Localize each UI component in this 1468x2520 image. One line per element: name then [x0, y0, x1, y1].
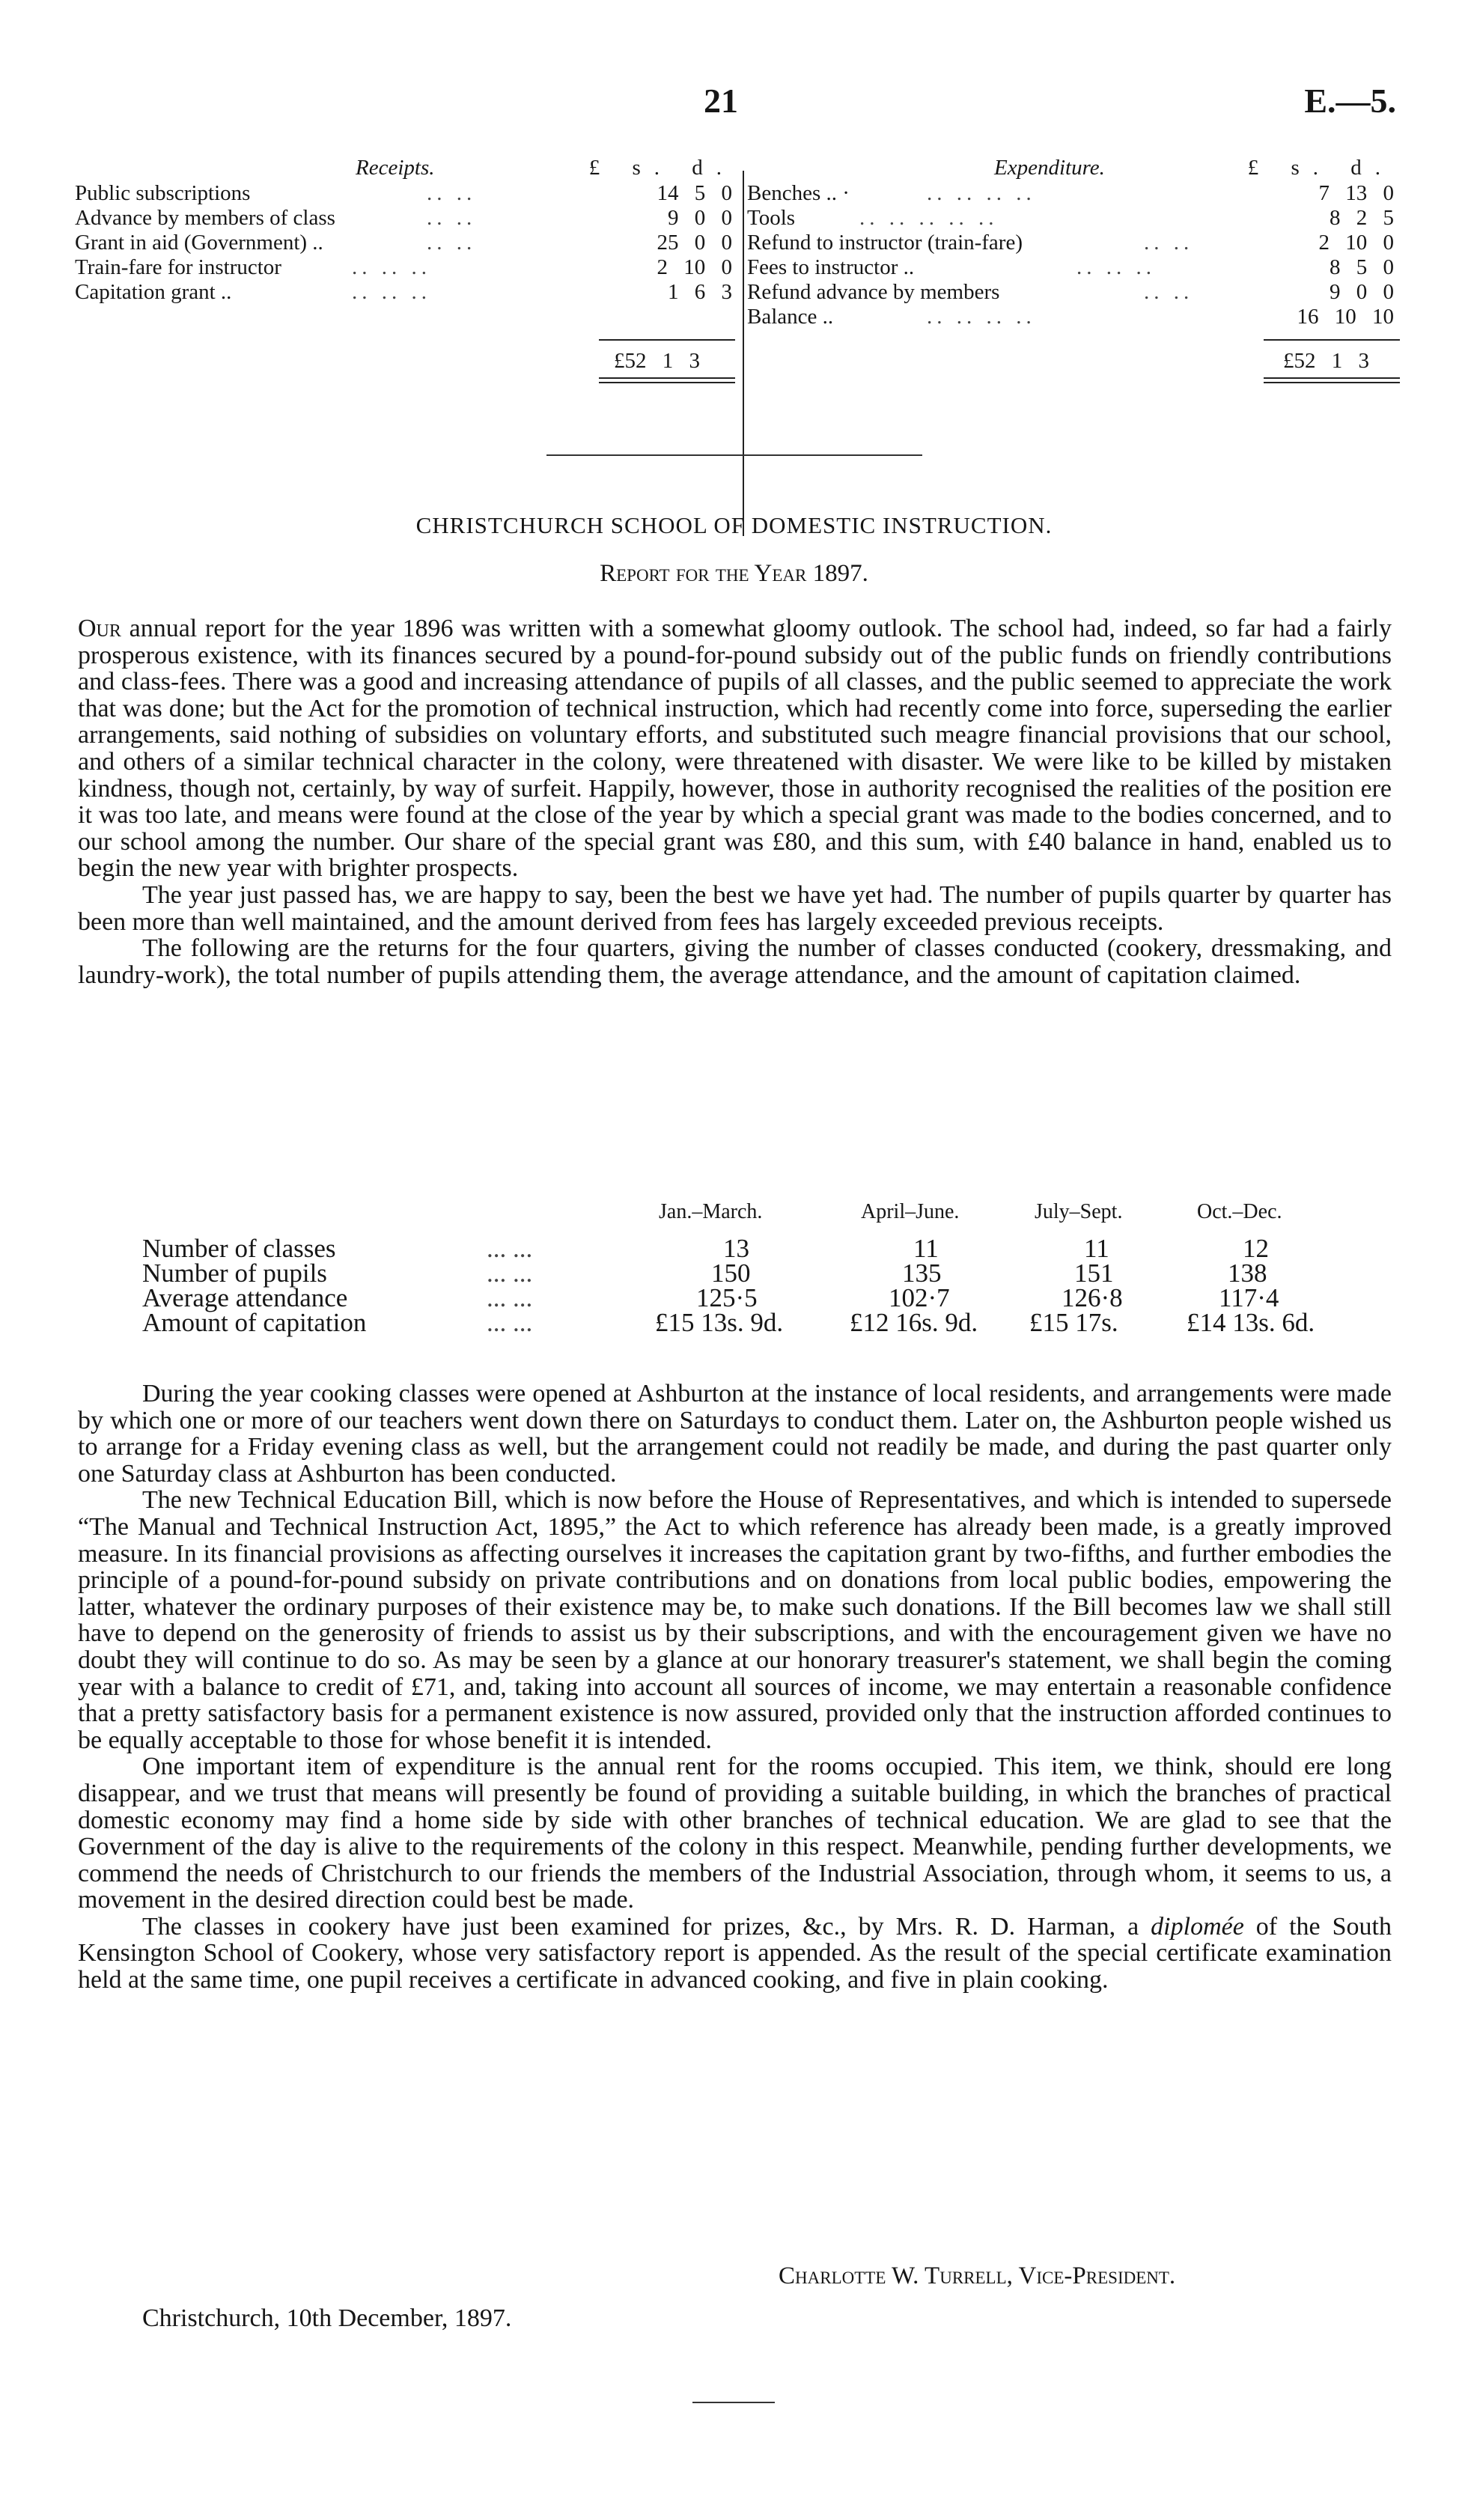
expenditure-label: Tools [747, 206, 796, 230]
row-dots: ... ... [487, 1234, 533, 1263]
expenditure-total: £52 1 3 [1283, 349, 1369, 373]
receipt-label: Advance by members of class [75, 206, 335, 230]
table-row [142, 1308, 1340, 1337]
receipt-label: Public subscriptions [75, 181, 251, 205]
expenditure-dots: .. .. [1144, 231, 1194, 255]
table-cell: 126·8 [1062, 1283, 1123, 1312]
report-body-main [78, 1381, 1392, 1994]
expenditure-total-rule [1264, 339, 1400, 341]
paragraph [78, 1914, 1392, 1994]
receipts-total-double-rule [599, 377, 735, 379]
expenditure-row [747, 206, 1400, 231]
table-cell: £14 13s. 6d. [1187, 1308, 1315, 1337]
expenditure-label: Fees to instructor .. [747, 255, 915, 279]
receipt-dots: .. .. [427, 181, 477, 205]
receipts-title: Receipts. [356, 156, 435, 180]
table-row [142, 1259, 1340, 1288]
column-header: July–Sept. [1035, 1200, 1123, 1223]
expenditure-amount: 7 13 0 [1318, 181, 1394, 205]
column-header: April–June. [861, 1200, 960, 1223]
receipt-amount: 25 0 0 [657, 231, 732, 255]
signature-text: Charlotte W. Turrell, Vice-President. [779, 2262, 1176, 2289]
paragraph-text: The classes in cookery have just been examined for prizes, &c., by Mrs. R. D. Harman, a [142, 1912, 1151, 1941]
receipt-dots: .. .. .. [352, 255, 431, 279]
expenditure-lsd-head: £ s. d. [1247, 156, 1394, 180]
receipt-dots: .. .. [427, 231, 477, 255]
section-divider [546, 454, 922, 456]
receipt-row [75, 206, 741, 231]
expenditure-amount: 9 0 0 [1330, 280, 1394, 304]
paragraph-text: of the South Kensington School of Cookery, whose very satisfactory report is appended. As the result of the special certificate examination held at the same time, one pupil receives a certificate in advanced cooking, and five in plain cooking. [78, 1912, 1392, 1994]
table-cell: 138 [1228, 1259, 1267, 1288]
document-code: E.—5. [1304, 82, 1396, 120]
receipt-amount: 1 6 3 [668, 280, 732, 304]
expenditure-amount: 8 2 5 [1330, 206, 1394, 230]
report-body-intro [78, 615, 1392, 988]
expenditure-dots: .. .. .. [1076, 255, 1156, 279]
expenditure-total-double-rule [1264, 382, 1400, 383]
receipt-row [75, 181, 741, 206]
expenditure-label: Refund to instructor (train-fare) [747, 231, 1023, 255]
table-cell: 102·7 [889, 1283, 950, 1312]
table-cell: 11 [1084, 1234, 1109, 1263]
paragraph: During the year cooking classes were opened at Ashburton at the instance of local residents, and arrangements were made by which one or more of our teachers went down there on Saturdays to conduct them. Later on, the Ashburton people wished us to arrange for a Friday evening class as well, but the arrangement could not readily be made, and during the past quarter only one Saturday class at Ashburton has been conducted. [78, 1380, 1392, 1488]
table-cell: 12 [1243, 1234, 1269, 1263]
row-label: Amount of capitation [142, 1308, 367, 1337]
expenditure-label: Balance .. [747, 305, 834, 329]
receipts-total-double-rule [599, 382, 735, 383]
receipt-amount: 9 0 0 [668, 206, 732, 230]
expenditure-amount: 8 5 0 [1330, 255, 1394, 279]
receipts-lsd-head: £ s. d. [588, 156, 735, 180]
page-number: 21 [704, 82, 738, 120]
table-cell: £15 17s. [1029, 1308, 1118, 1337]
closing-divider [692, 2402, 775, 2403]
row-label: Number of classes [142, 1234, 336, 1263]
column-header: Oct.–Dec. [1197, 1200, 1282, 1223]
accounts-divider [743, 171, 744, 536]
table-header [142, 1200, 1340, 1234]
receipt-amount: 14 5 0 [657, 181, 732, 205]
table-row [142, 1283, 1340, 1312]
table-cell: 13 [723, 1234, 749, 1263]
receipt-dots: .. .. [427, 206, 477, 230]
expenditure-row [747, 280, 1400, 305]
receipts-total: £52 1 3 [614, 349, 700, 373]
expenditure-row [747, 181, 1400, 206]
table-cell: 150 [711, 1259, 751, 1288]
receipt-amount: 2 10 0 [657, 255, 732, 279]
receipts-column [75, 156, 741, 373]
table-cell: 151 [1074, 1259, 1114, 1288]
paragraph-lead: Our [78, 615, 121, 642]
table-cell: 117·4 [1219, 1283, 1279, 1312]
row-label: Average attendance [142, 1283, 348, 1312]
emphasis-text: diplomée [1151, 1912, 1244, 1941]
receipt-row [75, 280, 741, 305]
report-subtitle: Report for the Year 1897. [600, 560, 868, 587]
paragraph [78, 615, 1392, 882]
expenditure-label: Refund advance by members [747, 280, 1000, 304]
expenditure-total-double-rule [1264, 377, 1400, 379]
expenditure-dots: .. .. .. .. .. [859, 206, 999, 230]
table-cell: £12 16s. 9d. [850, 1308, 978, 1337]
expenditure-title: Expenditure. [994, 156, 1105, 180]
table-row [142, 1234, 1340, 1263]
expenditure-amount: 16 10 10 [1297, 305, 1394, 329]
expenditure-row [747, 255, 1400, 280]
table-cell: £15 13s. 9d. [655, 1308, 784, 1337]
paragraph: The new Technical Education Bill, which is now before the House of Representatives, and which is intended to supersede “The Manual and Technical Instruction Act, 1895,” the Act to which reference has already been made, is a greatly improved measure. In its financial provisions as affecting ourselves it increases the capitation grant by two-fifths, and further embodies the principle of a pound-for-pound subsidy on private contributions and on donations from local public bodies, empowering the latter, whatever the ordinary purposes of their existence may be, to make such donations. If the Bill becomes law we shall still have to depend on the generosity of friends to assist us by their subscriptions, and with the encouragement given we have no doubt they will continue to do so. As may be seen by a glance at our honorary treasurer's statement, we shall begin the coming year with a balance to credit of £71, and, taking into account all sources of income, we may entertain a reasonable confidence that a pretty satisfactory basis for a permanent existence is now assured, provided only that the instruction afforded continues to be equally acceptable to those for whose benefit it is intended. [78, 1486, 1392, 1754]
column-header: Jan.–March. [659, 1200, 763, 1223]
row-dots: ... ... [487, 1308, 533, 1337]
signature [779, 2262, 1175, 2290]
receipt-dots: .. .. .. [352, 280, 431, 304]
receipt-row [75, 255, 741, 280]
row-dots: ... ... [487, 1259, 533, 1288]
paragraph-text: annual report for the year 1896 was written with a somewhat gloomy outlook. The school had, indeed, so far had a fairly prosperous existence, with its finances secured by a pound-for-pound subsidy out of the public funds on friendly contributions and class-fees. There was a good and increasing attendance of pupils of all classes, and the public seemed to appreciate the work that was done; but the Act for the promotion of technical instruction, which had recently come into force, superseding the earlier arrangements, said nothing of subsidies on voluntary efforts, and substituted such meagre financial provisions that our school, and others of a similar technical character in the colony, were threatened with disaster. We were like to be killed by mistaken kindness, though not, certainly, by way of surfeit. Happily, however, those in authority recognised the realities of the position ere it was too late, and means were found at the close of the year by which a special grant was made to the bodies concerned, and to our school among the number. Our share of the special grant was £80, and this sum, with £40 balance in hand, enabled us to begin the new year with brighter prospects. [78, 615, 1392, 883]
row-label: Number of pupils [142, 1259, 327, 1288]
report-title: CHRISTCHURCH SCHOOL OF DOMESTIC INSTRUCTION. [415, 512, 1053, 538]
place-date: Christchurch, 10th December, 1897. [142, 2304, 512, 2332]
expenditure-row [747, 305, 1400, 329]
receipts-total-rule [599, 339, 735, 341]
row-dots: ... ... [487, 1283, 533, 1312]
receipt-label: Capitation grant .. [75, 280, 232, 304]
table-cell: 135 [902, 1259, 942, 1288]
expenditure-column [747, 156, 1400, 373]
expenditure-dots: .. .. [1144, 280, 1194, 304]
receipt-label: Train-fare for instructor [75, 255, 281, 279]
receipt-row [75, 231, 741, 255]
expenditure-amount: 2 10 0 [1318, 231, 1394, 255]
paragraph: The year just passed has, we are happy to say, been the best we have yet had. The number of pupils quarter by quarter has been more than well maintained, and the amount derived from fees has largely exceeded previous receipts. [78, 880, 1392, 936]
paragraph: One important item of expenditure is the annual rent for the rooms occupied. This item, we think, should ere long disappear, and we trust that means will presently be found of providing a suitable building, in which the branches of practical domestic economy may find a home side by side with other branches of technical education. We are glad to see that the Government of the day is alive to the requirements of the colony in this respect. Meanwhile, pending further developments, we commend the needs of Christchurch to our friends the members of the Industrial Association, through whom, it seems to us, a movement in the desired direction could best be made. [78, 1753, 1392, 1914]
table-cell: 11 [913, 1234, 939, 1263]
paragraph: The following are the returns for the four quarters, giving the number of classes conducted (cookery, dressmaking, and laundry-work), the total number of pupils attending them, the average attendance, and the amount of capitation claimed. [78, 934, 1392, 989]
expenditure-label: Benches .. · [747, 181, 850, 205]
expenditure-dots: .. .. .. .. [927, 305, 1036, 329]
table-cell: 125·5 [696, 1283, 758, 1312]
quarterly-returns-table [142, 1200, 1340, 1337]
expenditure-row [747, 231, 1400, 255]
expenditure-dots: .. .. .. .. [927, 181, 1036, 205]
receipt-label: Grant in aid (Government) .. [75, 231, 323, 255]
